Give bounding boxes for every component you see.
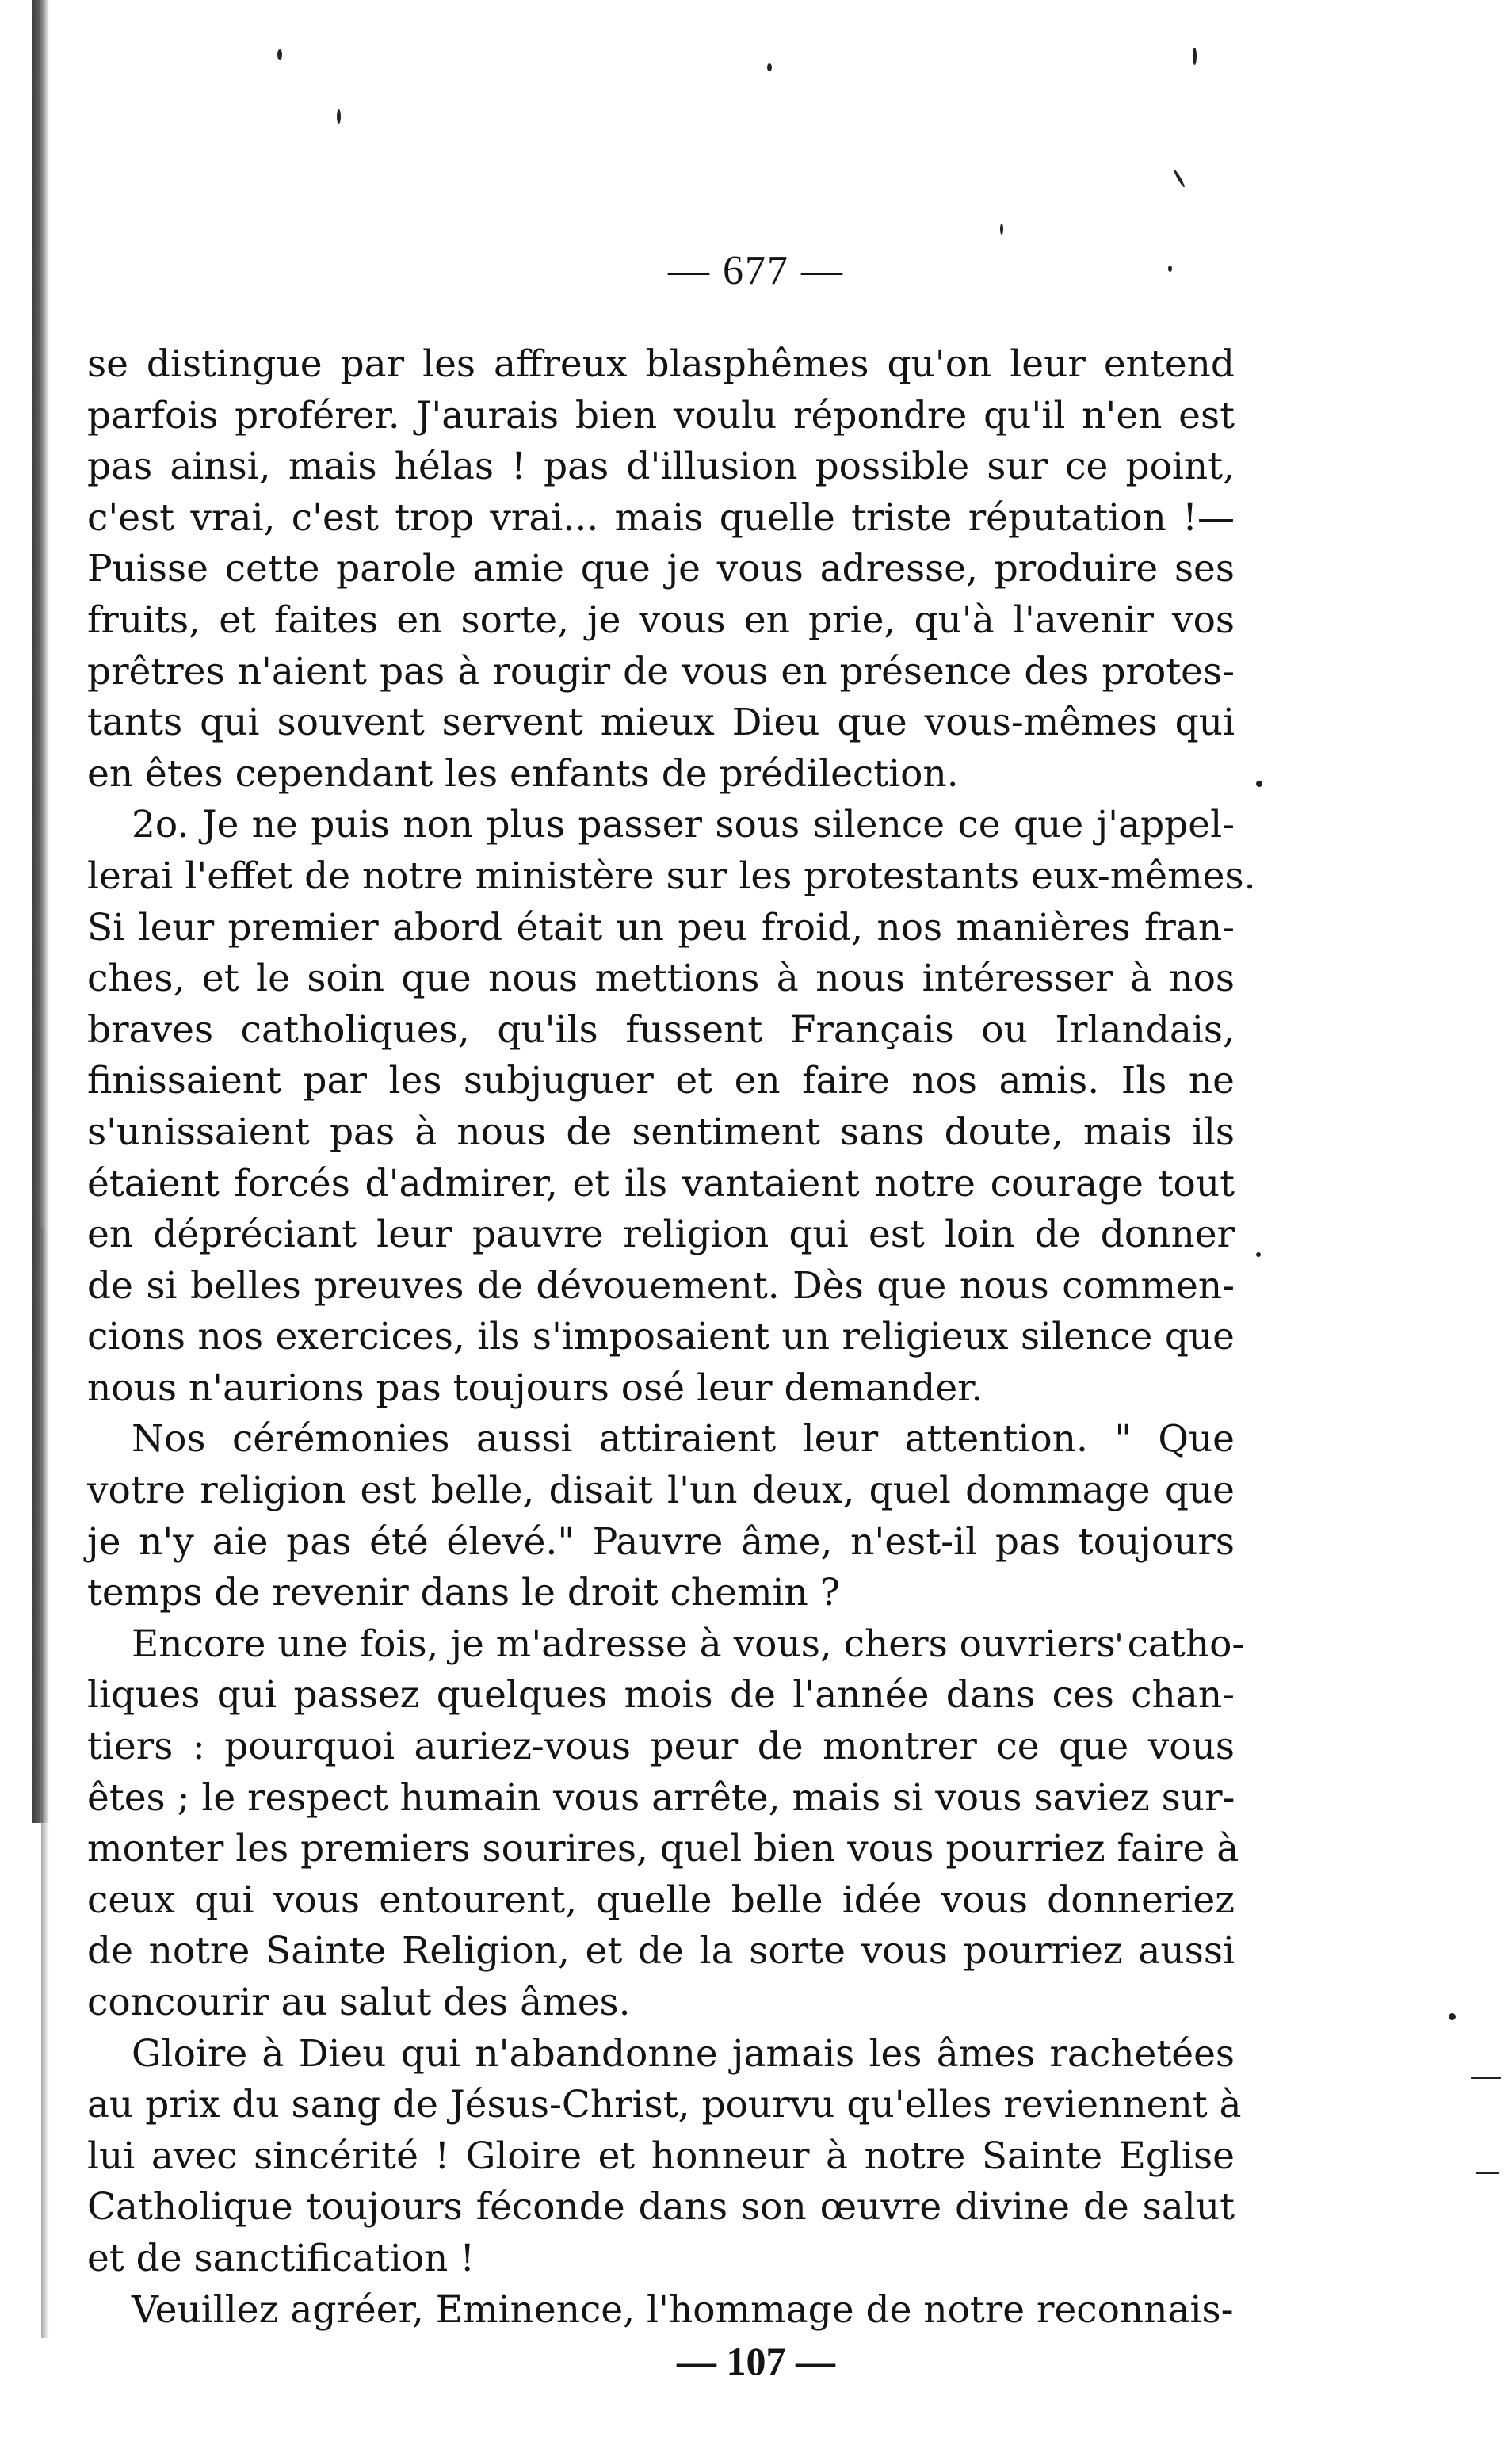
signature-mark: — 107 — [677, 2339, 835, 2383]
print-speck [1256, 781, 1262, 787]
paragraph [87, 2029, 1242, 2285]
text-line: en dépréciant leur pauvre religion qui est loin de donner [87, 1213, 1235, 1257]
paragraph [87, 800, 1256, 1414]
text-line: êtes ; le respect humain vous arrête, mais si vous saviez sur- [87, 1775, 1235, 1820]
text-line: nous n'aurions pas toujours osé leur demander. [87, 1366, 983, 1410]
binding-edge-shadow-lower [41, 1228, 49, 2338]
text-line: monter les premiers sourires, quel bien vous pourriez faire à [87, 1827, 1239, 1871]
text-line: Nos cérémonies aussi attiraient leur attention. " Que [132, 1417, 1235, 1461]
text-line: Catholique toujours féconde dans son œuvre divine de salut [87, 2185, 1235, 2229]
paragraph [87, 1414, 1235, 1618]
print-speck [1193, 48, 1197, 65]
text-line: Si leur premier abord était un peu froid, nos manières fran- [87, 905, 1235, 949]
print-speck [767, 63, 772, 71]
text-line: en êtes cependant les enfants de prédilection. [87, 751, 959, 796]
text-line: Puisse cette parole amie que je vous adresse, produire ses [87, 547, 1235, 591]
text-line: 2o. Je ne puis non plus passer sous silence ce que j'appel- [132, 803, 1235, 847]
page-number: — 677 — [668, 248, 844, 293]
text-line: étaient forcés d'admirer, et ils vantaient notre courage tout [87, 1161, 1235, 1205]
text-line: se distingue par les affreux blasphêmes qu'on leur entend [87, 342, 1235, 386]
text-line: lerai l'effet de notre ministère sur les protestants eux-mêmes. [87, 854, 1256, 898]
text-line: liques qui passez quelques mois de l'année dans ces chan- [87, 1673, 1235, 1717]
text-line: tiers : pourquoi auriez-vous peur de montrer ce que vous [87, 1725, 1235, 1769]
text-line: braves catholiques, qu'ils fussent Français ou Irlandais, [87, 1007, 1235, 1052]
text-line: de notre Sainte Religion, et de la sorte vous pourriez aussi [87, 1929, 1235, 1973]
print-speck [1000, 224, 1003, 235]
text-line: pas ainsi, mais hélas ! pas d'illusion possible sur ce point, [87, 445, 1235, 489]
text-line: finissaient par les subjuguer et en faire nos amis. Ils ne [87, 1059, 1235, 1103]
text-line: votre religion est belle, disait l'un deux, quel dommage que [87, 1469, 1235, 1513]
print-speck [1256, 1252, 1261, 1257]
text-line: tants qui souvent servent mieux Dieu que vous-mêmes qui [87, 701, 1235, 745]
text-line: de si belles preuves de dévouement. Dès que nous commen- [87, 1263, 1235, 1308]
text-line: Encore une fois, je m'adresse à vous, chers ouvriers catho- [132, 1622, 1245, 1666]
text-line: cions nos exercices, ils s'imposaient un religieux silence que [87, 1315, 1235, 1359]
paragraph [87, 339, 1235, 800]
text-line: Veuillez agréer, Eminence, l'hommage de notre reconnais- [132, 2287, 1234, 2332]
text-line: ches, et le soin que nous mettions à nous intéresser à nos [87, 957, 1235, 1001]
text-line: temps de revenir dans le droit chemin ? [87, 1571, 840, 1615]
text-line: fruits, et faites en sorte, je vous en prie, qu'à l'avenir vos [87, 598, 1235, 642]
print-speck [1471, 2077, 1501, 2079]
text-line: au prix du sang de Jésus-Christ, pourvu qu'elles reviennent à [87, 2083, 1242, 2127]
print-speck [1476, 2172, 1499, 2174]
print-speck [1449, 2013, 1456, 2020]
print-speck [337, 109, 341, 124]
print-speck [1173, 169, 1186, 189]
paragraph [87, 1619, 1245, 2029]
body-text [87, 339, 1256, 2336]
text-line: Gloire à Dieu qui n'abandonne jamais les âmes rachetées [132, 2031, 1235, 2076]
paragraph [87, 2285, 1235, 2336]
text-line: et de sanctification ! [87, 2236, 475, 2280]
text-line: s'unissaient pas à nous de sentiment sans doute, mais ils [87, 1110, 1235, 1154]
text-line: parfois proférer. J'aurais bien voulu répondre qu'il n'en est [87, 393, 1235, 437]
text-line: je n'y aie pas été élevé." Pauvre âme, n'est-il pas toujours [87, 1519, 1235, 1564]
text-line: lui avec sincérité ! Gloire et honneur à notre Sainte Eglise [87, 2134, 1235, 2178]
print-speck [277, 49, 282, 60]
text-line: prêtres n'aient pas à rougir de vous en présence des protes- [87, 649, 1235, 693]
text-line: concourir au salut des âmes. [87, 1981, 631, 2024]
text-line: ceux qui vous entourent, quelle belle idée vous donneriez [87, 1878, 1235, 1922]
text-line: c'est vrai, c'est trop vrai... mais quelle triste réputation !— [87, 495, 1235, 540]
